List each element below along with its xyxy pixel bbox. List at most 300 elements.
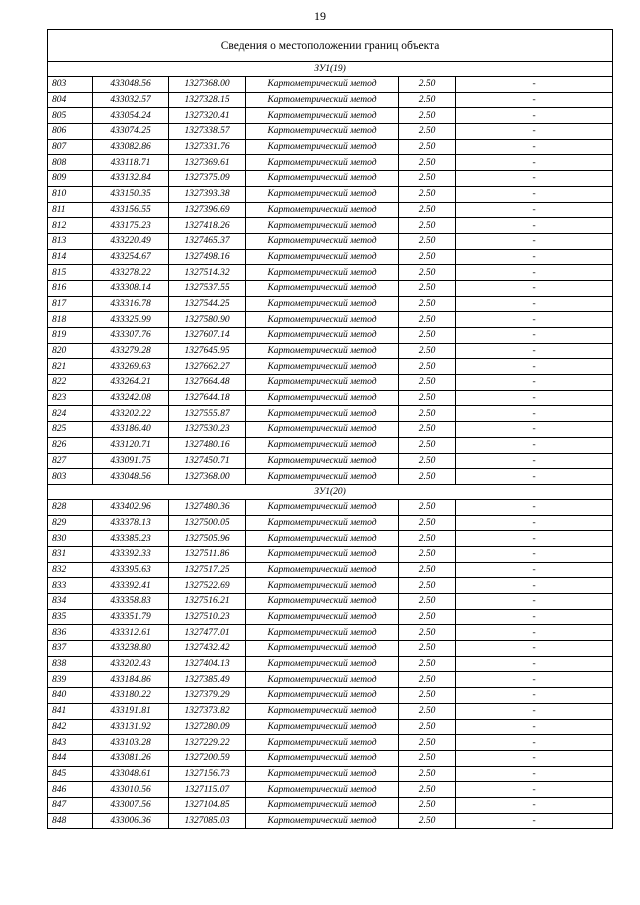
coord-x-cell: 433402.96 <box>93 499 169 515</box>
note-cell: - <box>456 359 613 375</box>
note-cell: - <box>456 594 613 610</box>
accuracy-cell: 2.50 <box>399 296 456 312</box>
method-cell: Картометрический метод <box>246 546 399 562</box>
note-cell: - <box>456 719 613 735</box>
method-cell: Картометрический метод <box>246 594 399 610</box>
table-row <box>48 390 613 406</box>
accuracy-cell: 2.50 <box>399 609 456 625</box>
table-row <box>48 202 613 218</box>
point-number-cell: 824 <box>48 406 93 422</box>
point-number-cell: 816 <box>48 280 93 296</box>
table-row <box>48 186 613 202</box>
method-cell: Картометрический метод <box>246 422 399 438</box>
accuracy-cell: 2.50 <box>399 218 456 234</box>
accuracy-cell: 2.50 <box>399 578 456 594</box>
coord-x-cell: 433184.86 <box>93 672 169 688</box>
method-cell: Картометрический метод <box>246 750 399 766</box>
point-number-cell: 818 <box>48 312 93 328</box>
note-cell: - <box>456 280 613 296</box>
table-row <box>48 437 613 453</box>
coord-y-cell: 1327480.36 <box>169 499 246 515</box>
point-number-cell: 845 <box>48 766 93 782</box>
table-row <box>48 77 613 93</box>
coord-x-cell: 433316.78 <box>93 296 169 312</box>
point-number-cell: 838 <box>48 656 93 672</box>
table-row <box>48 578 613 594</box>
method-cell: Картометрический метод <box>246 343 399 359</box>
point-number-cell: 815 <box>48 265 93 281</box>
coord-y-cell: 1327338.57 <box>169 124 246 140</box>
coord-y-cell: 1327396.69 <box>169 202 246 218</box>
note-cell: - <box>456 92 613 108</box>
table-row <box>48 328 613 344</box>
coord-x-cell: 433048.56 <box>93 77 169 93</box>
coord-x-cell: 433103.28 <box>93 735 169 751</box>
accuracy-cell: 2.50 <box>399 641 456 657</box>
page-number: 19 <box>314 9 326 23</box>
accuracy-cell: 2.50 <box>399 171 456 187</box>
point-number-cell: 828 <box>48 499 93 515</box>
point-number-cell: 813 <box>48 233 93 249</box>
section-label: ЗУ1(19) <box>48 62 613 77</box>
method-cell: Картометрический метод <box>246 280 399 296</box>
table-row <box>48 813 613 829</box>
coord-y-cell: 1327404.13 <box>169 656 246 672</box>
accuracy-cell: 2.50 <box>399 139 456 155</box>
coord-x-cell: 433120.71 <box>93 437 169 453</box>
note-cell: - <box>456 609 613 625</box>
note-cell: - <box>456 218 613 234</box>
point-number-cell: 830 <box>48 531 93 547</box>
accuracy-cell: 2.50 <box>399 515 456 531</box>
coord-x-cell: 433307.76 <box>93 328 169 344</box>
coord-x-cell: 433032.57 <box>93 92 169 108</box>
method-cell: Картометрический метод <box>246 766 399 782</box>
coord-y-cell: 1327664.48 <box>169 375 246 391</box>
point-number-cell: 803 <box>48 77 93 93</box>
table-row <box>48 797 613 813</box>
point-number-cell: 847 <box>48 797 93 813</box>
coord-y-cell: 1327280.09 <box>169 719 246 735</box>
method-cell: Картометрический метод <box>246 469 399 485</box>
table-row <box>48 92 613 108</box>
table-row <box>48 546 613 562</box>
coord-x-cell: 433048.56 <box>93 469 169 485</box>
point-number-cell: 817 <box>48 296 93 312</box>
coord-x-cell: 433156.55 <box>93 202 169 218</box>
note-cell: - <box>456 625 613 641</box>
table-row <box>48 296 613 312</box>
coord-x-cell: 433242.08 <box>93 390 169 406</box>
table-row <box>48 703 613 719</box>
table-row <box>48 735 613 751</box>
method-cell: Картометрический метод <box>246 813 399 829</box>
note-cell: - <box>456 499 613 515</box>
accuracy-cell: 2.50 <box>399 437 456 453</box>
coord-x-cell: 433378.13 <box>93 515 169 531</box>
coord-y-cell: 1327511.86 <box>169 546 246 562</box>
method-cell: Картометрический метод <box>246 719 399 735</box>
note-cell: - <box>456 562 613 578</box>
coord-y-cell: 1327369.61 <box>169 155 246 171</box>
note-cell: - <box>456 813 613 829</box>
method-cell: Картометрический метод <box>246 249 399 265</box>
note-cell: - <box>456 782 613 798</box>
table-row <box>48 625 613 641</box>
coord-y-cell: 1327580.90 <box>169 312 246 328</box>
coord-x-cell: 433395.63 <box>93 562 169 578</box>
coord-x-cell: 433180.22 <box>93 688 169 704</box>
table-row <box>48 782 613 798</box>
coord-y-cell: 1327450.71 <box>169 453 246 469</box>
coord-y-cell: 1327516.21 <box>169 594 246 610</box>
coord-x-cell: 433325.99 <box>93 312 169 328</box>
coord-x-cell: 433191.81 <box>93 703 169 719</box>
method-cell: Картометрический метод <box>246 108 399 124</box>
coord-y-cell: 1327480.16 <box>169 437 246 453</box>
point-number-cell: 848 <box>48 813 93 829</box>
accuracy-cell: 2.50 <box>399 202 456 218</box>
point-number-cell: 825 <box>48 422 93 438</box>
accuracy-cell: 2.50 <box>399 656 456 672</box>
point-number-cell: 811 <box>48 202 93 218</box>
method-cell: Картометрический метод <box>246 531 399 547</box>
table-row <box>48 265 613 281</box>
coord-y-cell: 1327514.32 <box>169 265 246 281</box>
accuracy-cell: 2.50 <box>399 92 456 108</box>
coord-y-cell: 1327200.59 <box>169 750 246 766</box>
table-row <box>48 641 613 657</box>
method-cell: Картометрический метод <box>246 233 399 249</box>
section-header-row <box>48 62 613 77</box>
note-cell: - <box>456 672 613 688</box>
table-row <box>48 312 613 328</box>
method-cell: Картометрический метод <box>246 499 399 515</box>
method-cell: Картометрический метод <box>246 688 399 704</box>
accuracy-cell: 2.50 <box>399 469 456 485</box>
coord-x-cell: 433150.35 <box>93 186 169 202</box>
coord-x-cell: 433074.25 <box>93 124 169 140</box>
method-cell: Картометрический метод <box>246 92 399 108</box>
note-cell: - <box>456 750 613 766</box>
point-number-cell: 806 <box>48 124 93 140</box>
point-number-cell: 840 <box>48 688 93 704</box>
method-cell: Картометрический метод <box>246 218 399 234</box>
accuracy-cell: 2.50 <box>399 813 456 829</box>
boundary-table <box>47 29 613 829</box>
point-number-cell: 832 <box>48 562 93 578</box>
point-number-cell: 837 <box>48 641 93 657</box>
coord-y-cell: 1327645.95 <box>169 343 246 359</box>
point-number-cell: 807 <box>48 139 93 155</box>
note-cell: - <box>456 422 613 438</box>
table-row <box>48 656 613 672</box>
method-cell: Картометрический метод <box>246 562 399 578</box>
method-cell: Картометрический метод <box>246 124 399 140</box>
table-row <box>48 469 613 485</box>
coord-x-cell: 433351.79 <box>93 609 169 625</box>
table-row <box>48 171 613 187</box>
point-number-cell: 842 <box>48 719 93 735</box>
coord-x-cell: 433202.22 <box>93 406 169 422</box>
note-cell: - <box>456 453 613 469</box>
coord-y-cell: 1327544.25 <box>169 296 246 312</box>
accuracy-cell: 2.50 <box>399 719 456 735</box>
accuracy-cell: 2.50 <box>399 312 456 328</box>
coord-x-cell: 433081.26 <box>93 750 169 766</box>
table-row <box>48 766 613 782</box>
method-cell: Картометрический метод <box>246 782 399 798</box>
table-row <box>48 515 613 531</box>
table-row <box>48 688 613 704</box>
accuracy-cell: 2.50 <box>399 625 456 641</box>
note-cell: - <box>456 688 613 704</box>
table-row <box>48 406 613 422</box>
coord-x-cell: 433392.33 <box>93 546 169 562</box>
point-number-cell: 808 <box>48 155 93 171</box>
note-cell: - <box>456 124 613 140</box>
method-cell: Картометрический метод <box>246 359 399 375</box>
method-cell: Картометрический метод <box>246 453 399 469</box>
accuracy-cell: 2.50 <box>399 108 456 124</box>
point-number-cell: 821 <box>48 359 93 375</box>
point-number-cell: 812 <box>48 218 93 234</box>
table-row <box>48 124 613 140</box>
coord-x-cell: 433132.84 <box>93 171 169 187</box>
point-number-cell: 831 <box>48 546 93 562</box>
note-cell: - <box>456 296 613 312</box>
method-cell: Картометрический метод <box>246 641 399 657</box>
accuracy-cell: 2.50 <box>399 233 456 249</box>
coord-y-cell: 1327375.09 <box>169 171 246 187</box>
note-cell: - <box>456 390 613 406</box>
point-number-cell: 846 <box>48 782 93 798</box>
coord-y-cell: 1327379.29 <box>169 688 246 704</box>
coord-y-cell: 1327115.07 <box>169 782 246 798</box>
method-cell: Картометрический метод <box>246 296 399 312</box>
coord-y-cell: 1327517.25 <box>169 562 246 578</box>
coord-y-cell: 1327477.01 <box>169 625 246 641</box>
coord-x-cell: 433385.23 <box>93 531 169 547</box>
coord-y-cell: 1327368.00 <box>169 469 246 485</box>
table-row <box>48 750 613 766</box>
accuracy-cell: 2.50 <box>399 249 456 265</box>
accuracy-cell: 2.50 <box>399 390 456 406</box>
point-number-cell: 823 <box>48 390 93 406</box>
coord-y-cell: 1327328.15 <box>169 92 246 108</box>
note-cell: - <box>456 328 613 344</box>
coord-x-cell: 433220.49 <box>93 233 169 249</box>
point-number-cell: 822 <box>48 375 93 391</box>
note-cell: - <box>456 641 613 657</box>
note-cell: - <box>456 265 613 281</box>
accuracy-cell: 2.50 <box>399 594 456 610</box>
coord-x-cell: 433392.41 <box>93 578 169 594</box>
coord-x-cell: 433118.71 <box>93 155 169 171</box>
note-cell: - <box>456 171 613 187</box>
note-cell: - <box>456 202 613 218</box>
method-cell: Картометрический метод <box>246 328 399 344</box>
coord-y-cell: 1327530.23 <box>169 422 246 438</box>
point-number-cell: 814 <box>48 249 93 265</box>
accuracy-cell: 2.50 <box>399 77 456 93</box>
coord-x-cell: 433131.92 <box>93 719 169 735</box>
point-number-cell: 826 <box>48 437 93 453</box>
method-cell: Картометрический метод <box>246 202 399 218</box>
point-number-cell: 833 <box>48 578 93 594</box>
coord-y-cell: 1327331.76 <box>169 139 246 155</box>
note-cell: - <box>456 531 613 547</box>
method-cell: Картометрический метод <box>246 375 399 391</box>
coord-y-cell: 1327320.41 <box>169 108 246 124</box>
method-cell: Картометрический метод <box>246 155 399 171</box>
accuracy-cell: 2.50 <box>399 703 456 719</box>
table-row <box>48 422 613 438</box>
point-number-cell: 835 <box>48 609 93 625</box>
accuracy-cell: 2.50 <box>399 343 456 359</box>
table-title-row <box>48 30 613 62</box>
table-row <box>48 280 613 296</box>
accuracy-cell: 2.50 <box>399 375 456 391</box>
note-cell: - <box>456 578 613 594</box>
coord-y-cell: 1327522.69 <box>169 578 246 594</box>
coord-x-cell: 433269.63 <box>93 359 169 375</box>
method-cell: Картометрический метод <box>246 797 399 813</box>
point-number-cell: 803 <box>48 469 93 485</box>
note-cell: - <box>456 77 613 93</box>
method-cell: Картометрический метод <box>246 312 399 328</box>
table-row <box>48 453 613 469</box>
accuracy-cell: 2.50 <box>399 422 456 438</box>
coord-y-cell: 1327104.85 <box>169 797 246 813</box>
coord-y-cell: 1327555.87 <box>169 406 246 422</box>
method-cell: Картометрический метод <box>246 406 399 422</box>
coord-x-cell: 433202.43 <box>93 656 169 672</box>
accuracy-cell: 2.50 <box>399 186 456 202</box>
note-cell: - <box>456 703 613 719</box>
note-cell: - <box>456 735 613 751</box>
coord-x-cell: 433054.24 <box>93 108 169 124</box>
note-cell: - <box>456 233 613 249</box>
accuracy-cell: 2.50 <box>399 766 456 782</box>
table-row <box>48 719 613 735</box>
method-cell: Картометрический метод <box>246 735 399 751</box>
point-number-cell: 844 <box>48 750 93 766</box>
note-cell: - <box>456 155 613 171</box>
point-number-cell: 809 <box>48 171 93 187</box>
accuracy-cell: 2.50 <box>399 531 456 547</box>
coord-y-cell: 1327229.22 <box>169 735 246 751</box>
note-cell: - <box>456 797 613 813</box>
note-cell: - <box>456 186 613 202</box>
coord-x-cell: 433082.86 <box>93 139 169 155</box>
coord-x-cell: 433308.14 <box>93 280 169 296</box>
coord-x-cell: 433278.22 <box>93 265 169 281</box>
table-row <box>48 343 613 359</box>
method-cell: Картометрический метод <box>246 609 399 625</box>
table-title: Сведения о местоположении границ объекта <box>48 30 613 62</box>
coord-y-cell: 1327500.05 <box>169 515 246 531</box>
coord-x-cell: 433279.28 <box>93 343 169 359</box>
coord-y-cell: 1327156.73 <box>169 766 246 782</box>
accuracy-cell: 2.50 <box>399 750 456 766</box>
method-cell: Картометрический метод <box>246 672 399 688</box>
coord-x-cell: 433312.61 <box>93 625 169 641</box>
method-cell: Картометрический метод <box>246 625 399 641</box>
coord-y-cell: 1327644.18 <box>169 390 246 406</box>
table-row <box>48 672 613 688</box>
note-cell: - <box>456 406 613 422</box>
table-row <box>48 218 613 234</box>
table-row <box>48 108 613 124</box>
coord-y-cell: 1327510.23 <box>169 609 246 625</box>
accuracy-cell: 2.50 <box>399 280 456 296</box>
point-number-cell: 836 <box>48 625 93 641</box>
note-cell: - <box>456 312 613 328</box>
method-cell: Картометрический метод <box>246 77 399 93</box>
accuracy-cell: 2.50 <box>399 124 456 140</box>
note-cell: - <box>456 139 613 155</box>
coord-x-cell: 433358.83 <box>93 594 169 610</box>
table-row <box>48 531 613 547</box>
point-number-cell: 805 <box>48 108 93 124</box>
note-cell: - <box>456 766 613 782</box>
coord-y-cell: 1327505.96 <box>169 531 246 547</box>
coord-x-cell: 433007.56 <box>93 797 169 813</box>
table-row <box>48 375 613 391</box>
method-cell: Картометрический метод <box>246 139 399 155</box>
point-number-cell: 819 <box>48 328 93 344</box>
method-cell: Картометрический метод <box>246 656 399 672</box>
coord-x-cell: 433175.23 <box>93 218 169 234</box>
table-row <box>48 359 613 375</box>
coord-x-cell: 433048.61 <box>93 766 169 782</box>
coord-x-cell: 433010.56 <box>93 782 169 798</box>
table-row <box>48 562 613 578</box>
table-row <box>48 233 613 249</box>
accuracy-cell: 2.50 <box>399 265 456 281</box>
coord-y-cell: 1327385.49 <box>169 672 246 688</box>
method-cell: Картометрический метод <box>246 390 399 406</box>
table-row <box>48 139 613 155</box>
coord-x-cell: 433186.40 <box>93 422 169 438</box>
coord-x-cell: 433264.21 <box>93 375 169 391</box>
point-number-cell: 829 <box>48 515 93 531</box>
coord-x-cell: 433006.36 <box>93 813 169 829</box>
note-cell: - <box>456 343 613 359</box>
note-cell: - <box>456 437 613 453</box>
table-row <box>48 249 613 265</box>
coord-y-cell: 1327465.37 <box>169 233 246 249</box>
note-cell: - <box>456 108 613 124</box>
note-cell: - <box>456 469 613 485</box>
method-cell: Картометрический метод <box>246 437 399 453</box>
coord-x-cell: 433254.67 <box>93 249 169 265</box>
coord-y-cell: 1327662.27 <box>169 359 246 375</box>
point-number-cell: 843 <box>48 735 93 751</box>
accuracy-cell: 2.50 <box>399 453 456 469</box>
table-row <box>48 609 613 625</box>
point-number-cell: 820 <box>48 343 93 359</box>
point-number-cell: 839 <box>48 672 93 688</box>
table-row <box>48 499 613 515</box>
note-cell: - <box>456 515 613 531</box>
accuracy-cell: 2.50 <box>399 782 456 798</box>
coord-x-cell: 433238.80 <box>93 641 169 657</box>
table-row <box>48 155 613 171</box>
accuracy-cell: 2.50 <box>399 672 456 688</box>
accuracy-cell: 2.50 <box>399 562 456 578</box>
